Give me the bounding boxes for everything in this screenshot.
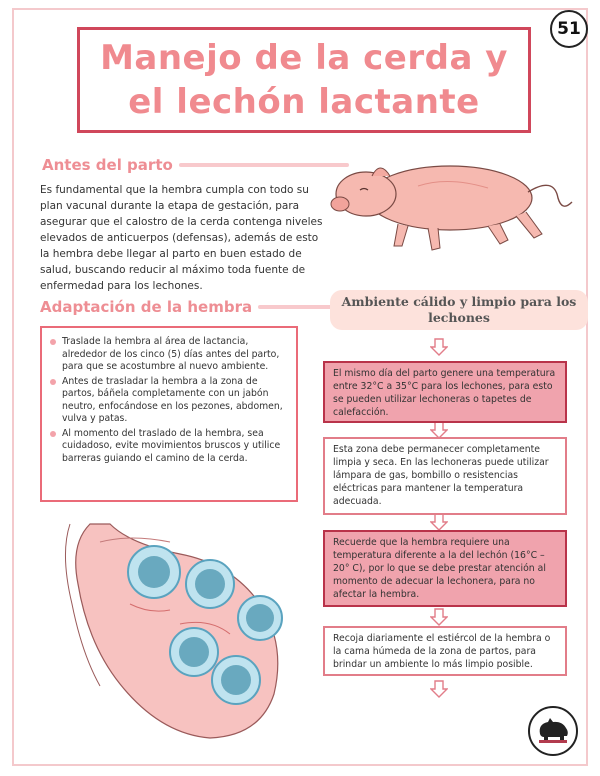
section-heading-antes-del-parto xyxy=(42,156,349,174)
bullet-dot-icon xyxy=(50,339,56,345)
adaptacion-box xyxy=(40,326,298,502)
uterus-fetuses-illustration xyxy=(60,514,296,746)
arrow-down-icon xyxy=(430,513,448,531)
pig-silhouette-icon xyxy=(536,716,570,746)
page-number: 51 xyxy=(550,10,588,48)
arrow-down-icon xyxy=(430,608,448,626)
list-item-text: Traslade la hembra al área de lactancia, alrededor de los cinco (5) días antes del parto, para que se acostumbre al nuevo ambiente. xyxy=(62,336,280,372)
ambiente-step-2: Esta zona debe permanecer completamente limpia y seca. En las lechoneras puede utilizar lámpara de gas, bombillo o resistencias eléctricas para mantener la temperatura adecuada. xyxy=(323,437,567,515)
heading-divider-line xyxy=(179,163,349,167)
antes-del-parto-paragraph: Es fundamental que la hembra cumpla con todo su plan vacunal durante la etapa de gestación, para asegurar que el calostro de la cerda contenga niveles elevados de anticuerpos (defensas), además de esto la hembra debe llegar al parto en buen estado de salud, buscando reducir al máximo toda fuente de enfermedad para los lechones. xyxy=(40,184,323,292)
ambiente-heading: Ambiente cálido y limpio para los lechones xyxy=(330,290,588,330)
ambiente-step-1: El mismo día del parto genere una temperatura entre 32°C a 35°C para los lechones, para esto se pueden utilizar lechoneras o tapetes de calefacción. xyxy=(323,361,567,423)
section-heading-adaptacion xyxy=(40,298,366,316)
bullet-dot-icon xyxy=(50,379,56,385)
piglet-illustration xyxy=(328,146,576,254)
adaptacion-list xyxy=(50,336,286,465)
ambiente-step-3: Recuerde que la hembra requiere una temperatura diferente a la del lechón (16°C – 20° C), por lo que se debe prestar atención al momento de adecuar la lechonera, para no afectar la hembra. xyxy=(323,530,567,607)
pig-logo-icon xyxy=(528,706,578,756)
heading-adaptacion-label: Adaptación de la hembra xyxy=(40,298,253,316)
heading-antes-label: Antes del parto xyxy=(42,156,173,174)
arrow-down-icon xyxy=(430,338,448,356)
page-title: Manejo de la cerda y el lechón lactante xyxy=(100,38,508,122)
bullet-dot-icon xyxy=(50,431,56,437)
ambiente-step-4: Recoja diariamente el estiércol de la hembra o la cama húmeda de la zona de partos, para brindar un ambiente lo más limpio posible. xyxy=(323,626,567,676)
list-item xyxy=(50,336,286,374)
title-box xyxy=(77,27,531,133)
list-item-text: Al momento del traslado de la hembra, sea cuidadoso, evite movimientos bruscos y utilice barreras guiando el camino de la cerda. xyxy=(62,427,281,464)
list-item-text: Antes de trasladar la hembra a la zona de partos, báñela completamente con un jabón neutro, enfocándose en los pezones, abdomen, vulva y patas. xyxy=(62,375,283,424)
list-item xyxy=(50,376,286,426)
arrow-down-icon xyxy=(430,680,448,698)
list-item xyxy=(50,428,286,466)
